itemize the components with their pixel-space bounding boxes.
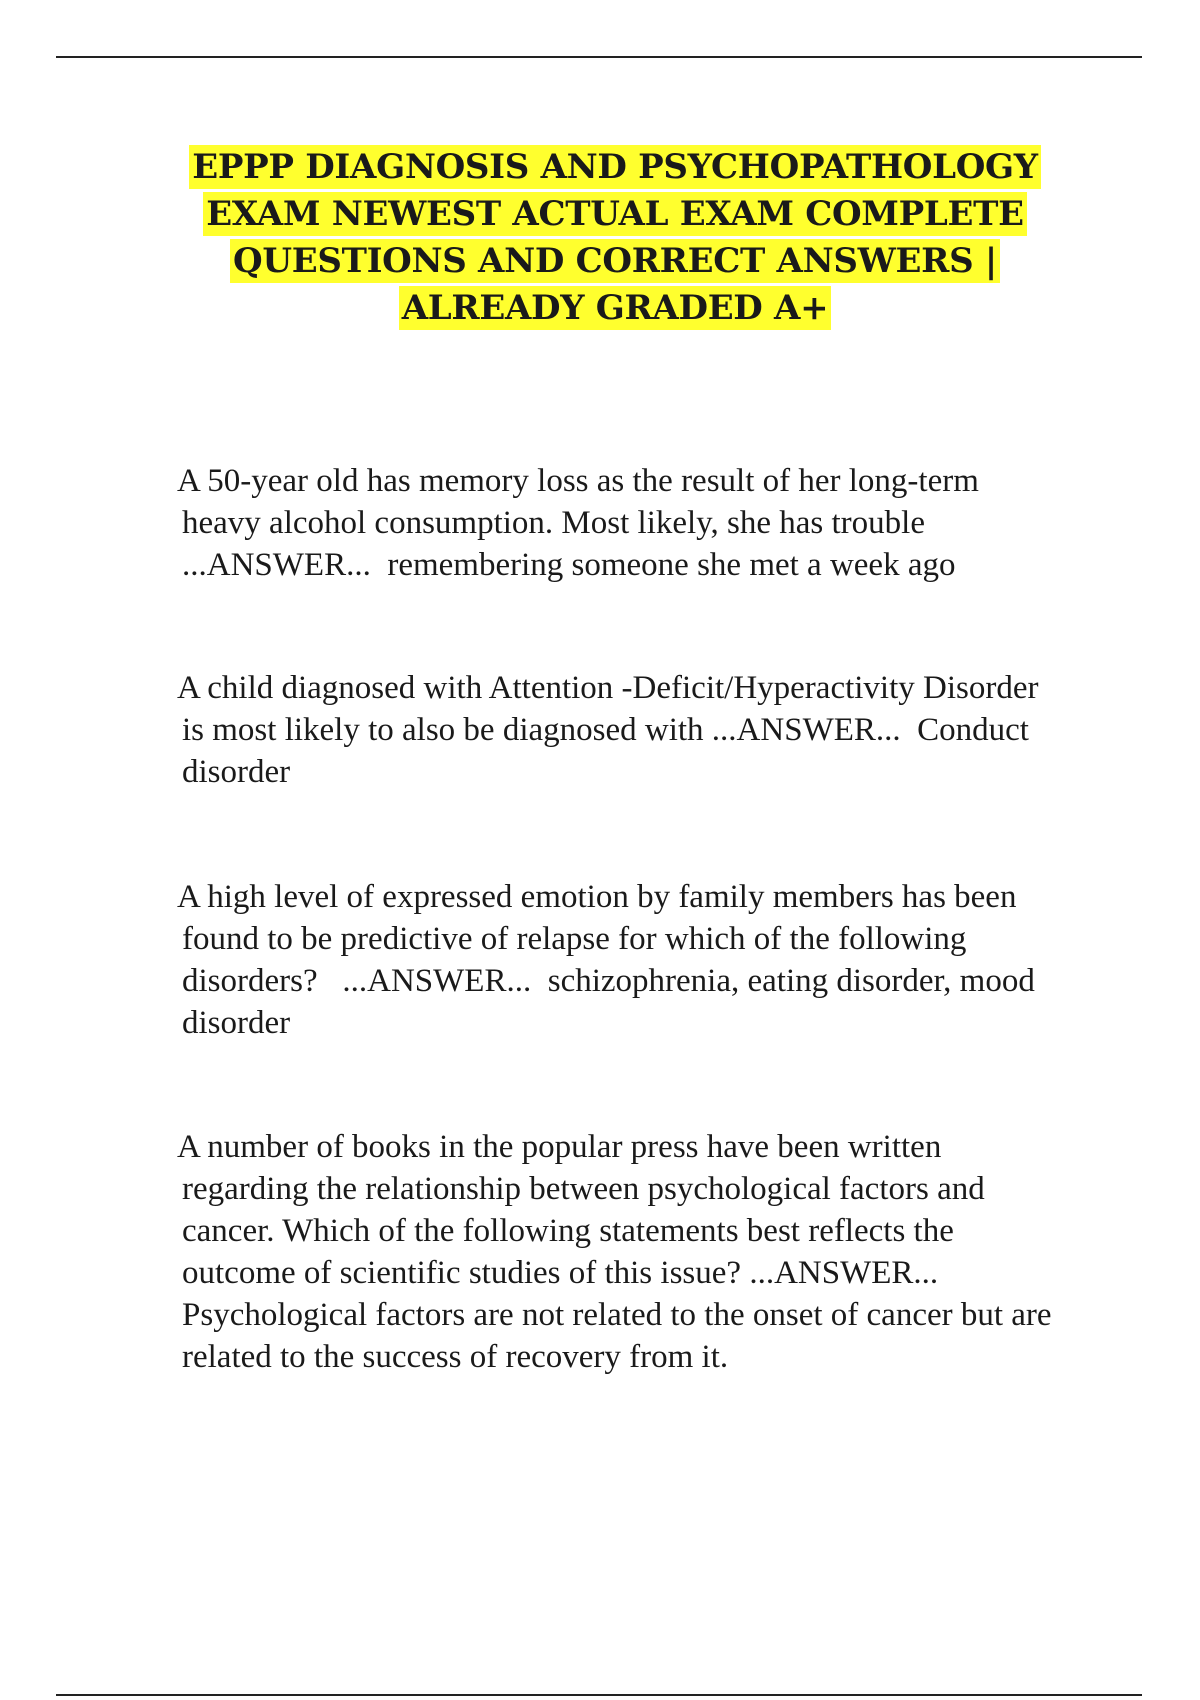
- bottom-rule: [56, 1694, 1142, 1696]
- title-line: [150, 238, 1080, 285]
- title-line-text: EXAM NEWEST ACTUAL EXAM COMPLETE: [203, 192, 1026, 236]
- answer-marker: ...ANSWER...: [749, 1255, 939, 1291]
- qa-item: [177, 460, 1062, 586]
- answer-text: remembering someone she met a week ago: [387, 547, 956, 583]
- question-text: A high level of expressed emotion by family members has been found to be predictive of relapse for which of the following disorders?: [177, 879, 1017, 999]
- qa-item: [177, 667, 1062, 793]
- answer-text: schizophrenia, eating disorder, mood disorder: [182, 963, 1035, 1041]
- answer-marker: ...ANSWER...: [182, 547, 371, 583]
- qa-item: [177, 876, 1062, 1044]
- document-title: [150, 144, 1080, 332]
- question-text: A number of books in the popular press have been written regarding the relationship between psychological factors and cancer. Which of the following statements best reflects the outcome of scientific studies of this issue?: [177, 1129, 985, 1291]
- title-line: [150, 144, 1080, 191]
- question-text: A child diagnosed with Attention -Deficit/Hyperactivity Disorder is most likely to also be diagnosed with: [177, 670, 1039, 748]
- top-rule: [56, 56, 1142, 58]
- title-line: [150, 191, 1080, 238]
- answer-text: Conduct disorder: [182, 712, 1029, 790]
- title-line: [150, 285, 1080, 332]
- qa-item: [177, 1126, 1062, 1378]
- question-text: A 50-year old has memory loss as the result of her long-term heavy alcohol consumption. Most likely, she has trouble: [177, 463, 979, 541]
- answer-text: Psychological factors are not related to the onset of cancer but are related to the success of recovery from it.: [182, 1297, 1052, 1375]
- title-line-text: EPPP DIAGNOSIS AND PSYCHOPATHOLOGY: [189, 145, 1040, 189]
- title-line-text: QUESTIONS AND CORRECT ANSWERS |: [230, 239, 1000, 283]
- title-line-text: ALREADY GRADED A+: [399, 286, 832, 330]
- answer-marker: ...ANSWER...: [711, 712, 901, 748]
- answer-marker: ...ANSWER...: [342, 963, 532, 999]
